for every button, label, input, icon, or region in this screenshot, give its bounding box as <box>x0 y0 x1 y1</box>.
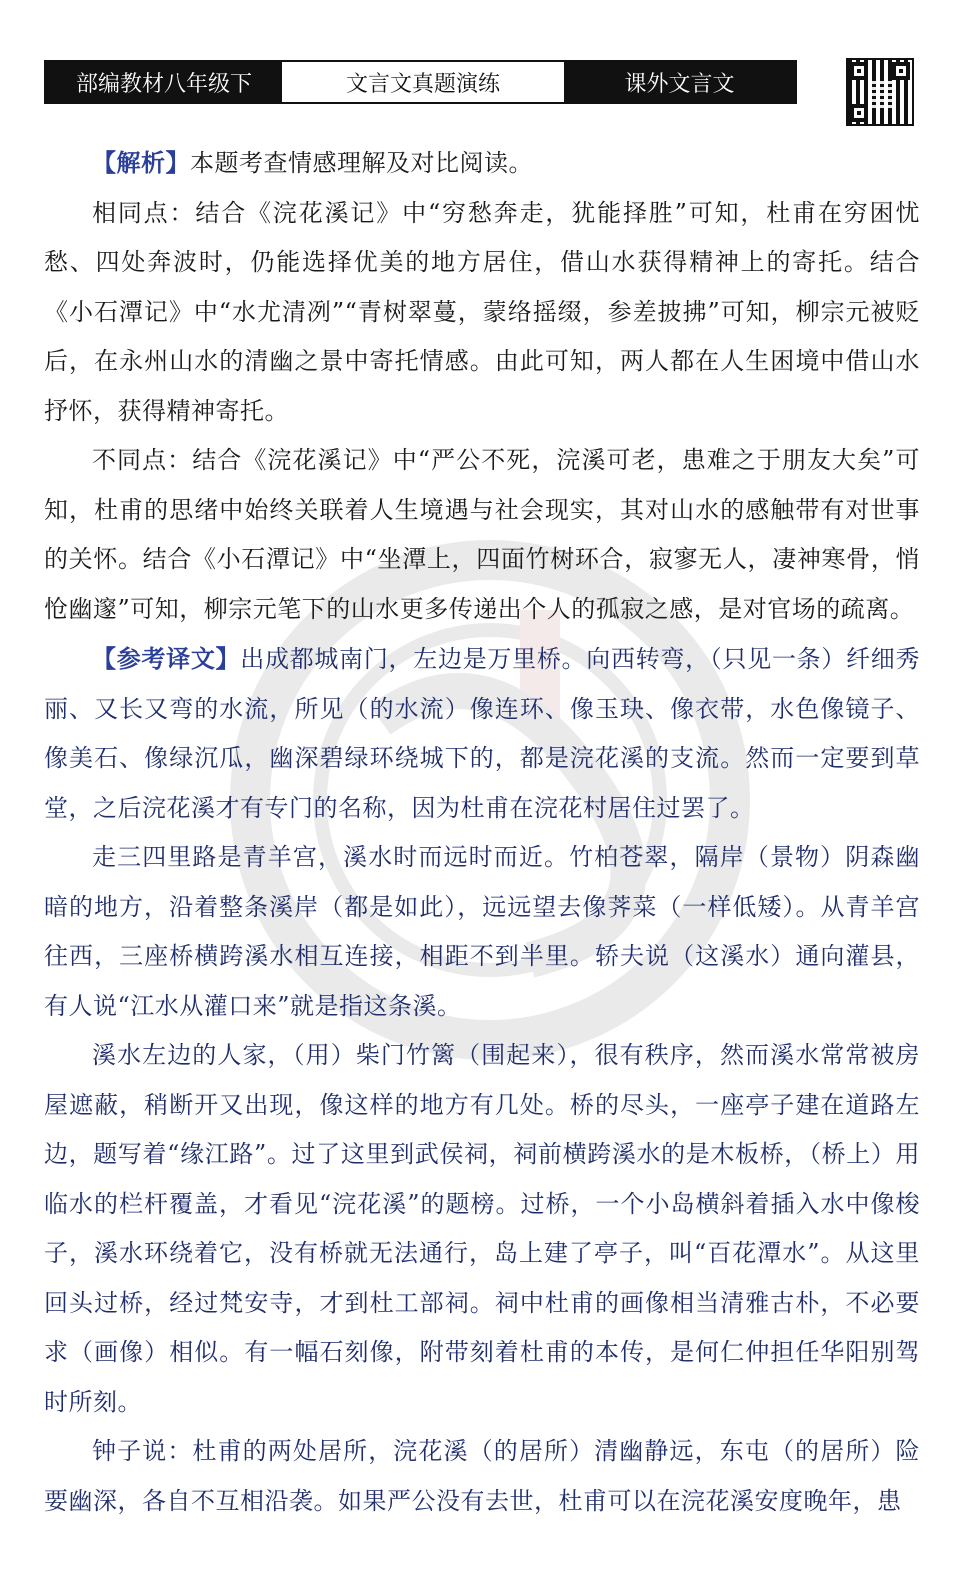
qr-finder-icon <box>892 62 910 80</box>
qr-code-icon <box>846 58 914 126</box>
analysis-similarity-paragraph: 相同点：结合《浣花溪记》中“穷愁奔走，犹能择胜”可知，杜甫在穷困忧愁、四处奔波时，仍能选择优美的地方居住，借山水获得精神上的寄托。结合《小石潭记》中“水尤清冽”“青树翠蔓，蒙络摇缀，参差披拂”可知，柳宗元被贬后，在永州山水的清幽之景中寄托情感。由此可知，两人都在人生困境中借山水抒怀，获得精神寄托。 <box>44 198 920 425</box>
header-textbook-label: 部编教材八年级下 <box>46 62 282 102</box>
qr-finder-icon <box>850 104 868 122</box>
translation-paragraph-4: 钟子说：杜甫的两处居所，浣花溪（的居所）清幽静远，东屯（的居所）险要幽深，各自不互相沿袭。如果严公没有去世，杜甫可以在浣花溪安度晚年，患 <box>44 1437 920 1515</box>
analysis-intro <box>44 138 920 189</box>
header-title: 文言文真题演练 <box>282 62 564 102</box>
translation-paragraph-3: 溪水左边的人家，（用）柴门竹篱（围起来），很有秩序，然而溪水常常被房屋遮蔽，稍断开又出现，像这样的地方有几处。桥的尽头，一座亭子建在道路左边，题写着“缘江路”。过了这里到武侯祠，祠前横跨溪水的是木板桥，（桥上）用临水的栏杆覆盖，才看见“浣花溪”的题榜。过桥，一个小岛横斜着插入水中像梭子，溪水环绕着它，没有桥就无法通行，岛上建了亭子，叫“百花潭水”。从这里回头过桥，经过梵安寺，才到杜工部祠。祠中杜甫的画像相当清雅古朴，不必要求（画像）相似。有一幅石刻像，附带刻着杜甫的本传，是何仁仲担任华阳别驾时所刻。 <box>44 1041 920 1416</box>
qr-pattern <box>868 80 896 108</box>
header-bar <box>44 60 797 104</box>
qr-finder-icon <box>850 62 868 80</box>
header-category-label: 课外文言文 <box>564 62 795 102</box>
translation-paragraph-2: 走三四里路是青羊宫，溪水时而远时而近。竹柏苍翠，隔岸（景物）阴森幽暗的地方，沿着整条溪岸（都是如此），远远望去像荠菜（一样低矮）。从青羊宫往西，三座桥横跨溪水相互连接，相距不到半里。轿夫说（这溪水）通向灌县，有人说“江水从灌口来”就是指这条溪。 <box>44 843 920 1020</box>
translation-paragraph-1 <box>44 634 920 833</box>
translation-tag: 【参考译文】 <box>92 644 241 673</box>
translation-text-1: 出成都城南门，左边是万里桥。向西转弯，（只见一条）纤细秀丽、又长又弯的水流，所见（的水流）像连环、像玉玦、像衣带，水色像镜子、像美石、像绿沉瓜，幽深碧绿环绕城下的，都是浣花溪的支流。然而一定要到草堂，之后浣花溪才有专门的名称，因为杜甫在浣花村居住过罢了。 <box>44 645 921 822</box>
analysis-tag: 【解析】 <box>92 148 190 177</box>
document-body <box>44 138 920 1526</box>
analysis-difference-paragraph: 不同点：结合《浣花溪记》中“严公不死，浣溪可老，患难之于朋友大矣”可知，杜甫的思绪中始终关联着人生境遇与社会现实，其对山水的感触带有对世事的关怀。结合《小石潭记》中“坐潭上，四面竹树环合，寂寥无人，凄神寒骨，悄怆幽邃”可知，柳宗元笔下的山水更多传递出个人的孤寂之感，是对官场的疏离。 <box>44 446 920 623</box>
analysis-intro-text: 本题考查情感理解及对比阅读。 <box>190 149 533 177</box>
